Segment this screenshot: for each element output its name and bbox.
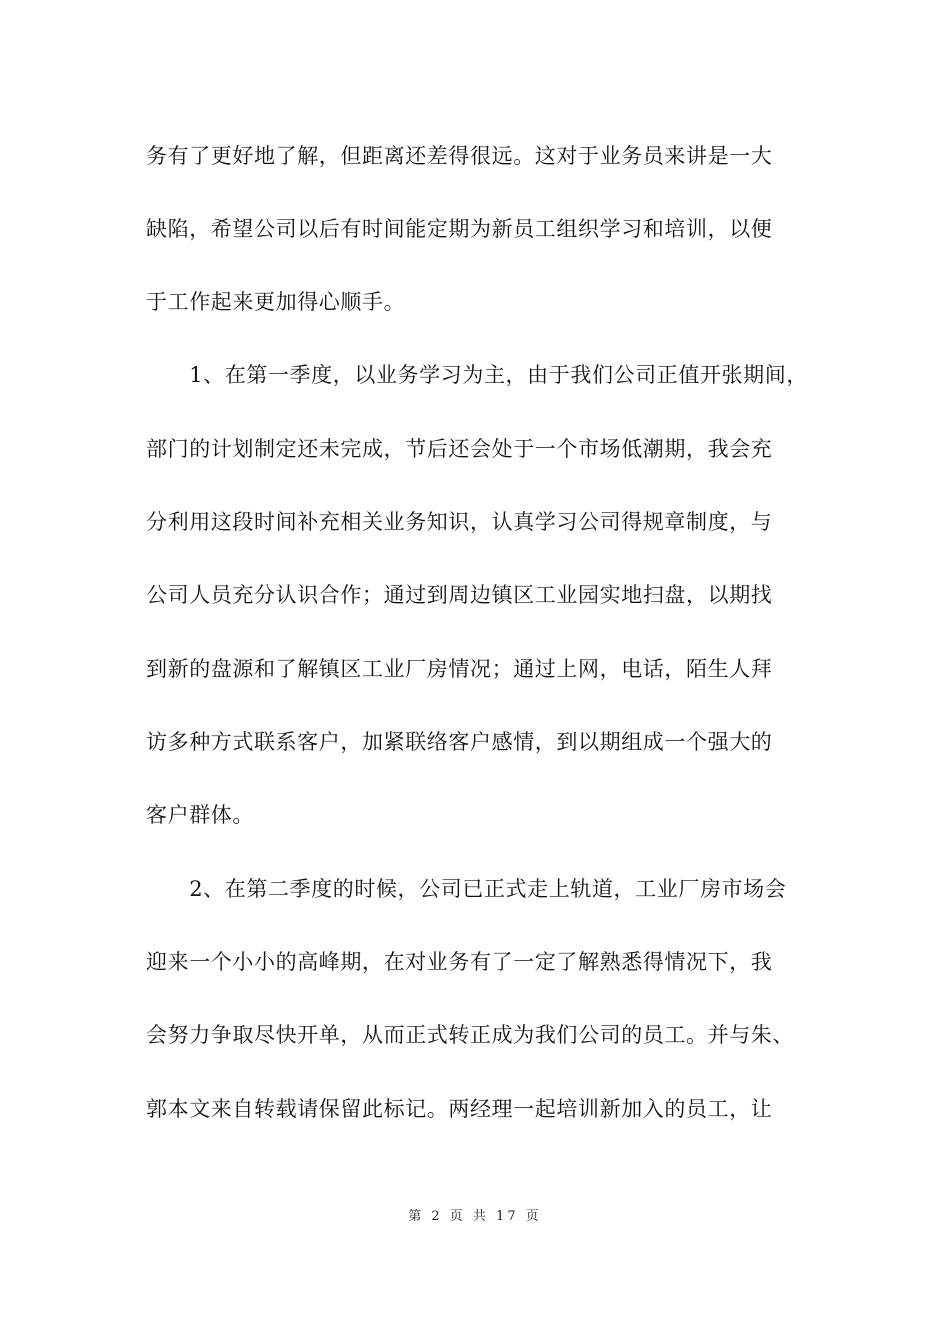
body-line-14: 郭本文来自转载请保留此标记。两经理一起培训新加入的员工，让 bbox=[146, 1097, 773, 1121]
body-line-2: 缺陷，希望公司以后有时间能定期为新员工组织学习和培训，以便 bbox=[146, 217, 773, 241]
body-line-9: 访多种方式联系客户，加紧联络客户感情，到以期组成一个强大的 bbox=[146, 730, 773, 754]
body-line-4: 1、在第一季度，以业务学习为主，由于我们公司正值开张期间， bbox=[146, 363, 808, 387]
body-line-11: 2、在第二季度的时候，公司已正式走上轨道，工业厂房市场会 bbox=[146, 877, 787, 901]
body-line-13: 会努力争取尽快开单，从而正式转正成为我们公司的员工。并与朱、 bbox=[146, 1023, 794, 1047]
body-line-8: 到新的盘源和了解镇区工业厂房情况；通过上网，电话，陌生人拜 bbox=[146, 657, 773, 681]
body-line-3: 于工作起来更加得心顺手。 bbox=[146, 290, 406, 314]
page-number: 第 2 页 共 17 页 bbox=[408, 1209, 542, 1224]
body-line-1: 务有了更好地了解，但距离还差得很远。这对于业务员来讲是一大 bbox=[146, 144, 773, 168]
body-line-6: 分利用这段时间补充相关业务知识，认真学习公司得规章制度，与 bbox=[146, 510, 773, 534]
body-line-10: 客户群体。 bbox=[146, 803, 254, 827]
page-footer bbox=[0, 1208, 950, 1226]
body-line-5: 部门的计划制定还未完成，节后还会处于一个市场低潮期，我会充 bbox=[146, 437, 773, 461]
body-line-7: 公司人员充分认识合作；通过到周边镇区工业园实地扫盘，以期找 bbox=[146, 583, 773, 607]
body-line-12: 迎来一个小小的高峰期，在对业务有了一定了解熟悉得情况下，我 bbox=[146, 950, 773, 974]
